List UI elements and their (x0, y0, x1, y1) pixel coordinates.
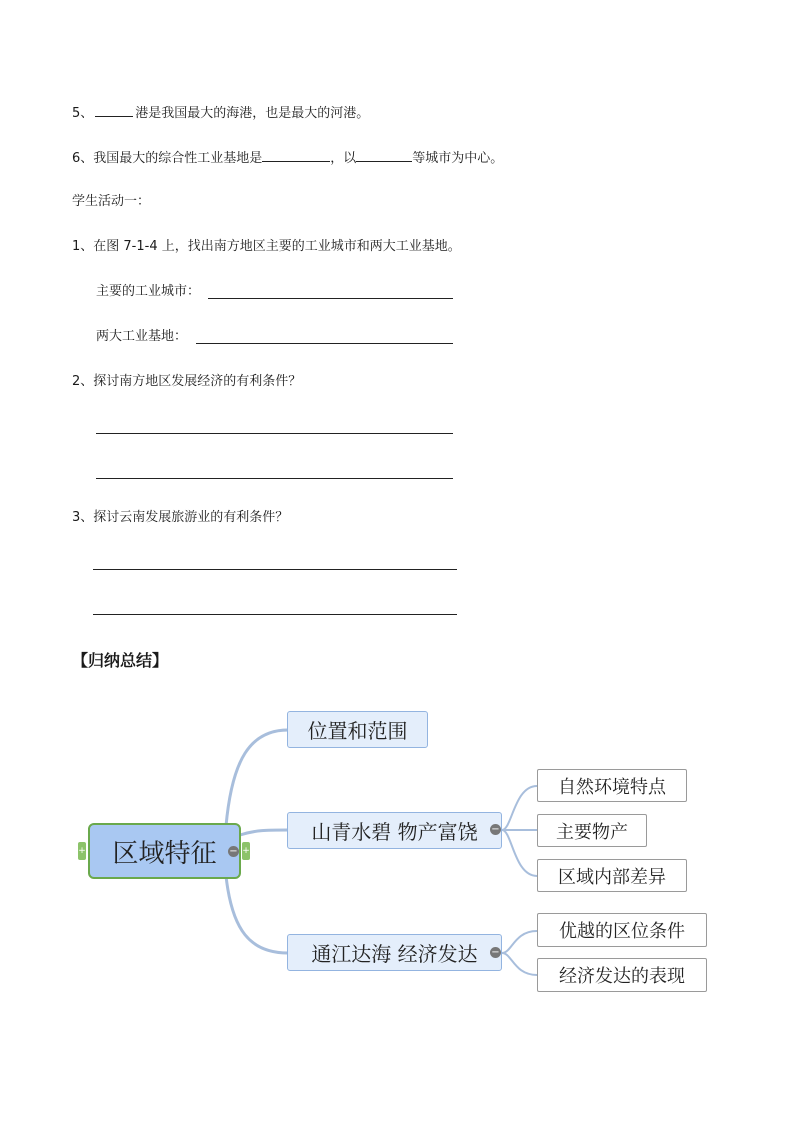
leaf-natural-environment-label: 自然环境特点 (558, 776, 666, 798)
branch-economy-collapse-toggle[interactable]: − (491, 947, 500, 958)
question-6-text-3: 等城市为中心。 (412, 151, 504, 166)
activity-1: 1、在图 7-1-4 上，找出南方地区主要的工业城市和两大工业基地。 (72, 239, 461, 254)
activity-2: 2、探讨南方地区发展经济的有利条件？ (72, 374, 302, 389)
root-collapse-toggle[interactable]: − (229, 846, 238, 857)
connector-root-branch2 (240, 830, 288, 835)
question-5-blank[interactable] (95, 103, 133, 117)
activity-title: 学生活动一： (72, 194, 151, 209)
activity-3-answer-line-2[interactable] (93, 614, 457, 615)
industrial-base-answer-line[interactable] (196, 343, 453, 344)
connector-root-branch1 (226, 730, 288, 826)
activity-3-answer-line-1[interactable] (93, 569, 457, 570)
root-right-expand-tab[interactable]: + (242, 842, 250, 860)
activity-2-answer-line-1[interactable] (96, 433, 453, 434)
question-5-number: 5、 (72, 106, 94, 121)
question-6-blank-1[interactable] (262, 148, 330, 162)
branch-nature-label: 山青水碧 物产富饶 (311, 820, 478, 844)
leaf-location-advantage-label: 优越的区位条件 (559, 921, 685, 942)
branch-nature-collapse-toggle[interactable]: − (491, 824, 500, 835)
industrial-city-answer-line[interactable] (208, 298, 453, 299)
branch-location-label: 位置和范围 (307, 719, 408, 743)
root-left-expand-tab[interactable]: + (78, 842, 86, 860)
question-6 (72, 148, 503, 168)
activity-3: 3、探讨云南发展旅游业的有利条件？ (72, 510, 289, 525)
leaf-internal-differences-label: 区域内部差异 (558, 866, 666, 888)
mindmap-branch-nature[interactable] (287, 812, 502, 849)
activity-2-answer-line-2[interactable] (96, 478, 453, 479)
connector-root-branch3 (226, 876, 288, 953)
mindmap-root-node[interactable] (88, 823, 241, 879)
question-6-text-1: 6、我国最大的综合性工业基地是 (72, 151, 263, 166)
connector-branch3-child1 (502, 931, 537, 953)
mindmap-leaf-economic-performance[interactable] (537, 958, 707, 992)
branch-economy-label: 通江达海 经济发达 (311, 942, 478, 966)
mindmap-leaf-natural-environment[interactable] (537, 769, 687, 802)
question-6-blank-2[interactable] (356, 148, 412, 162)
mindmap-leaf-internal-differences[interactable] (537, 859, 687, 892)
connector-branch3-child2 (502, 953, 537, 975)
industrial-base-label: 两大工业基地： (96, 329, 188, 344)
connector-branch2-child1 (502, 786, 537, 830)
mindmap-branch-economy[interactable] (287, 934, 502, 971)
mindmap-leaf-location-advantage[interactable] (537, 913, 707, 947)
mindmap-leaf-main-products[interactable] (537, 814, 647, 847)
leaf-economic-performance-label: 经济发达的表现 (559, 966, 685, 987)
mindmap-branch-location[interactable] (287, 711, 428, 748)
question-6-text-2: ，以 (330, 151, 357, 166)
mindmap-root-label: 区域特征 (112, 838, 217, 869)
question-5-text: 港是我国最大的海港，也是最大的河港。 (135, 106, 370, 121)
connector-branch2-child3 (502, 830, 537, 876)
summary-heading: 【归纳总结】 (72, 651, 169, 670)
leaf-main-products-label: 主要物产 (556, 821, 628, 843)
industrial-city-label: 主要的工业城市： (96, 284, 201, 299)
question-5 (72, 103, 369, 123)
